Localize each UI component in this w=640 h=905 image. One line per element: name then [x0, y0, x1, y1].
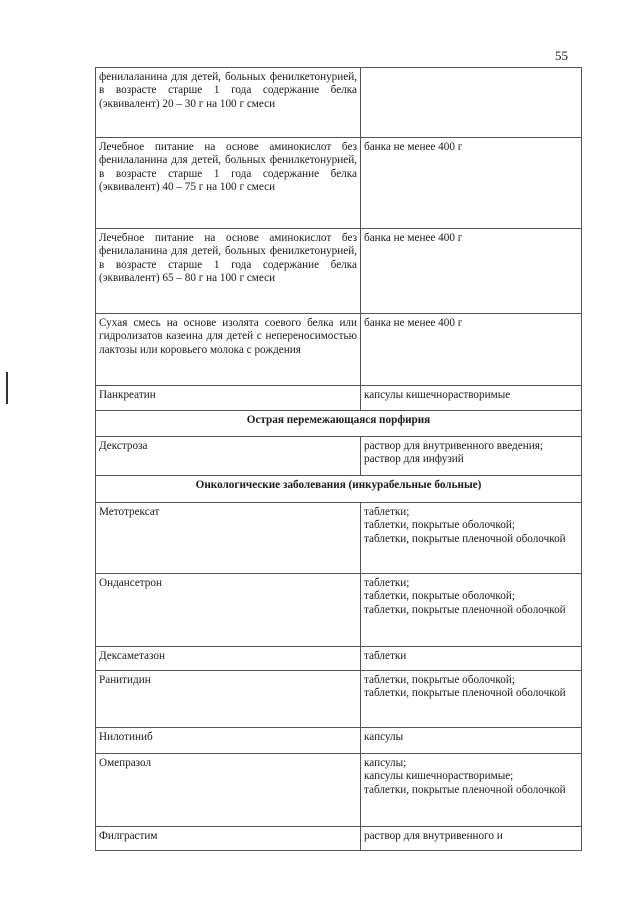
section-header-row — [96, 411, 582, 437]
dosage-form-line: таблетки; — [364, 577, 410, 589]
dosage-form: раствор для внутривенного и — [361, 827, 582, 851]
dosage-form: капсулы — [361, 728, 582, 754]
table-row — [96, 728, 582, 754]
table-row — [96, 314, 582, 386]
medication-name: Омепразол — [96, 754, 361, 827]
medication-name: фенилаланина для детей, больных фенилкетонурией, в возрасте старше 1 года содержание белка (эквивалент) 20 – 30 г на 100 г смеси — [96, 68, 361, 138]
table-row — [96, 574, 582, 647]
dosage-form-line: таблетки, покрытые пленочной оболочкой — [364, 532, 566, 545]
medication-name: Лечебное питание на основе аминокислот без фенилаланина для детей, больных фенилкетонурией, в возрасте старше 1 года содержание белка (эквивалент) 40 – 75 г на 100 г смеси — [96, 138, 361, 229]
dosage-form — [361, 437, 582, 476]
dosage-form-line: таблетки, покрытые пленочной оболочкой — [364, 687, 566, 700]
dosage-form-line: таблетки, покрытые оболочкой; — [364, 590, 515, 603]
dosage-form: банка не менее 400 г — [361, 138, 582, 229]
medication-name: Панкреатин — [96, 386, 361, 411]
dosage-form-line: раствор для инфузий — [364, 453, 464, 466]
dosage-form — [361, 503, 582, 574]
medication-name: Филграстим — [96, 827, 361, 851]
table-row — [96, 503, 582, 574]
medication-name: Ранитидин — [96, 671, 361, 728]
medication-name: Метотрексат — [96, 503, 361, 574]
medication-name: Сухая смесь на основе изолята соевого белка или гидролизатов казеина для детей с непереносимостью лактозы или коровьего молока с рождения — [96, 314, 361, 386]
dosage-form-line: таблетки, покрытые пленочной оболочкой — [364, 603, 566, 616]
table-row — [96, 386, 582, 411]
section-title: Онкологические заболевания (инкурабельные больные) — [96, 476, 582, 503]
dosage-form — [361, 574, 582, 647]
dosage-form: банка не менее 400 г — [361, 229, 582, 314]
dosage-form-line: таблетки, покрытые оболочкой; — [364, 519, 515, 532]
medication-name: Лечебное питание на основе аминокислот без фенилаланина для детей, больных фенилкетонурией, в возрасте старше 1 года содержание белка (эквивалент) 65 – 80 г на 100 г смеси — [96, 229, 361, 314]
dosage-form-line: раствор для внутривенного введения; — [364, 440, 543, 452]
dosage-form: капсулы кишечнорастворимые — [361, 386, 582, 411]
table-row — [96, 671, 582, 728]
table-row — [96, 229, 582, 314]
medication-name: Нилотиниб — [96, 728, 361, 754]
dosage-form — [361, 671, 582, 728]
dosage-form-line: таблетки, покрытые оболочкой; — [364, 674, 515, 686]
table-row — [96, 138, 582, 229]
medication-name: Декстроза — [96, 437, 361, 476]
dosage-form-line: капсулы кишечнорастворимые; — [364, 770, 514, 783]
dosage-form-line: таблетки; — [364, 506, 410, 518]
dosage-form — [361, 754, 582, 827]
table-row — [96, 437, 582, 476]
medication-table — [95, 67, 582, 851]
table-row — [96, 754, 582, 827]
table-row — [96, 827, 582, 851]
table-row — [96, 647, 582, 671]
dosage-form — [361, 68, 582, 138]
medication-name: Ондансетрон — [96, 574, 361, 647]
margin-mark — [6, 372, 8, 404]
medication-name: Дексаметазон — [96, 647, 361, 671]
table-row — [96, 68, 582, 138]
dosage-form: банка не менее 400 г — [361, 314, 582, 386]
dosage-form-line: таблетки, покрытые пленочной оболочкой — [364, 783, 566, 796]
dosage-form: таблетки — [361, 647, 582, 671]
page-number: 55 — [555, 48, 568, 63]
section-header-row — [96, 476, 582, 503]
section-title: Острая перемежающаяся порфирия — [96, 411, 582, 437]
dosage-form-line: капсулы; — [364, 757, 407, 769]
